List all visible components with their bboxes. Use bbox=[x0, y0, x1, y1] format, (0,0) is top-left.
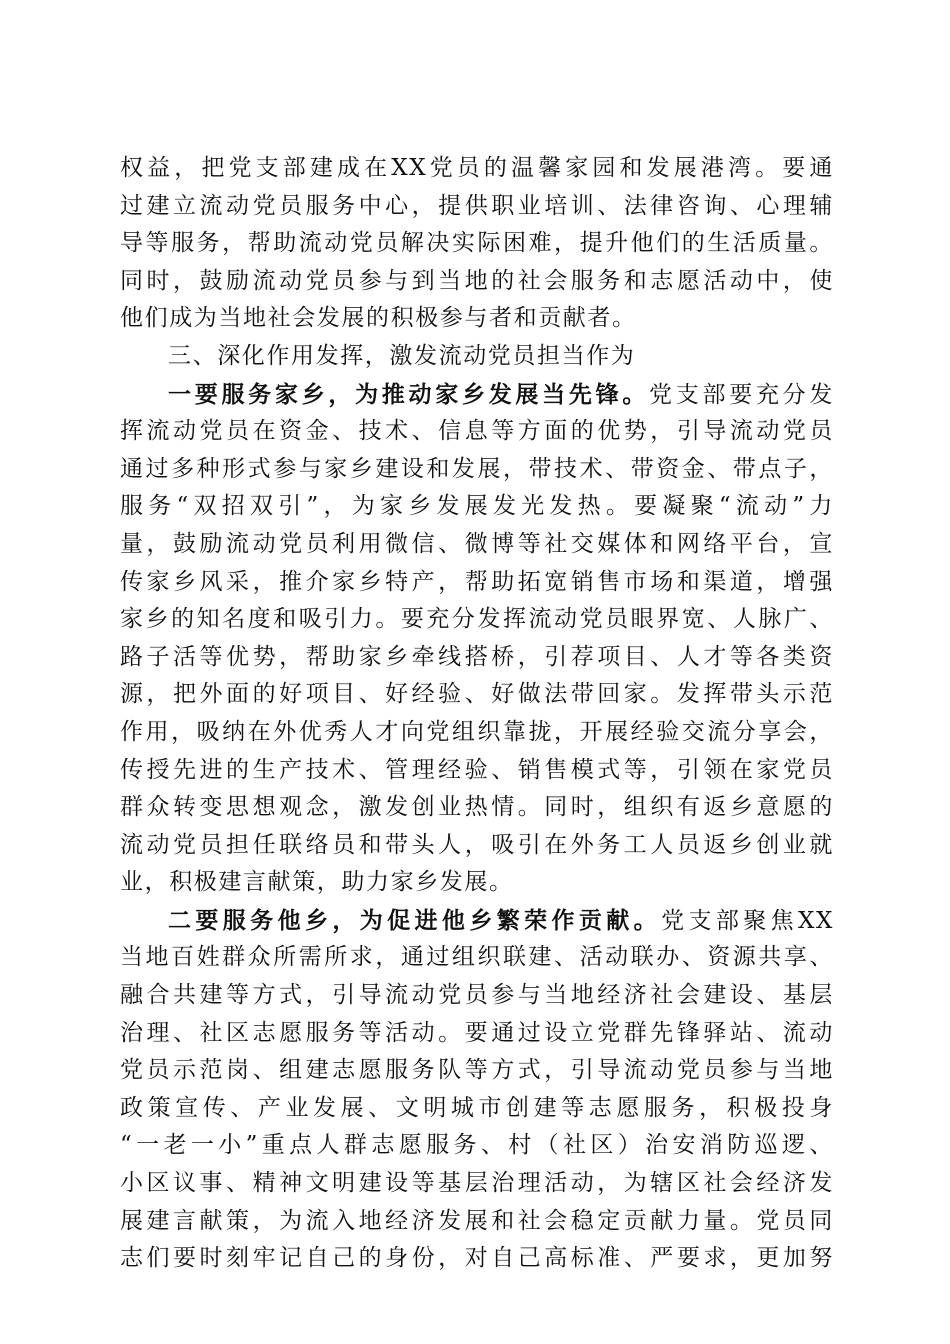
text-line: 同时，鼓励流动党员参与到当地的社会服务和志愿活动中，使 bbox=[120, 267, 834, 294]
text-line: 流动党员担任联络员和带头人，吸引在外务工人员返乡创业就 bbox=[120, 831, 834, 858]
text-line: 他们成为当地社会发展的积极参与者和贡献者。 bbox=[120, 305, 637, 332]
intro-paragraph bbox=[120, 150, 834, 338]
text-line: 当地百姓群众所需所求，通过组织联建、活动联办、资源共享、 bbox=[120, 944, 834, 971]
paragraph-serve-other-place bbox=[120, 902, 834, 1278]
text-line: 传家乡风采，推介家乡特产，帮助拓宽销售市场和渠道，增强 bbox=[120, 568, 834, 595]
text-line: “一老一小”重点人群志愿服务、村（社区）治安消防巡逻、 bbox=[120, 1132, 834, 1159]
text-line: 过建立流动党员服务中心，提供职业培训、法律咨询、心理辅 bbox=[120, 192, 834, 219]
text-line: 党员示范岗、组建志愿服务队等方式，引导流动党员参与当地 bbox=[120, 1057, 834, 1084]
text-line: 传授先进的生产技术、管理经验、销售模式等，引领在家党员 bbox=[120, 756, 834, 783]
text-line: 权益，把党支部建成在XX党员的温馨家园和发展港湾。要通 bbox=[120, 155, 834, 181]
paragraph-first-line bbox=[120, 902, 834, 940]
text-line: 挥流动党员在资金、技术、信息等方面的优势，引导流动党员 bbox=[120, 418, 834, 445]
text-line: 群众转变思想观念，激发创业热情。同时，组织有返乡意愿的 bbox=[120, 794, 834, 821]
section-heading: 三、深化作用发挥，激发流动党员担当作为 bbox=[168, 342, 636, 369]
text-line: 融合共建等方式，引导流动党员参与当地经济社会建设、基层 bbox=[120, 982, 834, 1009]
text-line: 路子活等优势，帮助家乡牵线搭桥，引荐项目、人才等各类资 bbox=[120, 643, 834, 670]
text-line: 志们要时刻牢记自己的身份，对自己高标准、严要求，更加努 bbox=[120, 1245, 834, 1272]
paragraph-first-line-rest: 党支部聚焦XX bbox=[661, 907, 834, 934]
paragraph-first-line-rest: 党支部要充分发 bbox=[649, 381, 834, 408]
paragraph-serve-hometown bbox=[120, 376, 834, 902]
text-line: 导等服务，帮助流动党员解决实际困难，提升他们的生活质量。 bbox=[120, 230, 834, 257]
text-line: 业，积极建言献策，助力家乡发展。 bbox=[120, 869, 514, 896]
text-line: 作用，吸纳在外优秀人才向党组织靠拢，开展经验交流分享会， bbox=[120, 718, 834, 745]
document-body bbox=[120, 150, 834, 1278]
paragraph-first-line bbox=[120, 376, 834, 414]
text-line: 治理、社区志愿服务等活动。要通过设立党群先锋驿站、流动 bbox=[120, 1019, 834, 1046]
text-line: 源，把外面的好项目、好经验、好做法带回家。发挥带头示范 bbox=[120, 681, 834, 708]
text-line: 服务“双招双引”，为家乡发展发光发热。要凝聚“流动”力 bbox=[120, 493, 834, 520]
text-line: 政策宣传、产业发展、文明城市创建等志愿服务，积极投身 bbox=[120, 1094, 834, 1121]
text-line: 量，鼓励流动党员利用微信、微博等社交媒体和网络平台，宣 bbox=[120, 530, 834, 557]
text-line: 小区议事、精神文明建设等基层治理活动，为辖区社会经济发 bbox=[120, 1170, 834, 1197]
paragraph-lead: 二要服务他乡，为促进他乡繁荣作贡献。 bbox=[168, 906, 662, 934]
text-line: 家乡的知名度和吸引力。要充分发挥流动党员眼界宽、人脉广、 bbox=[120, 606, 834, 633]
paragraph-lead: 一要服务家乡，为推动家乡发展当先锋。 bbox=[168, 380, 650, 408]
text-line: 展建言献策，为流入地经济发展和社会稳定贡献力量。党员同 bbox=[120, 1207, 834, 1234]
text-line: 通过多种形式参与家乡建设和发展，带技术、带资金、带点子， bbox=[120, 455, 834, 482]
